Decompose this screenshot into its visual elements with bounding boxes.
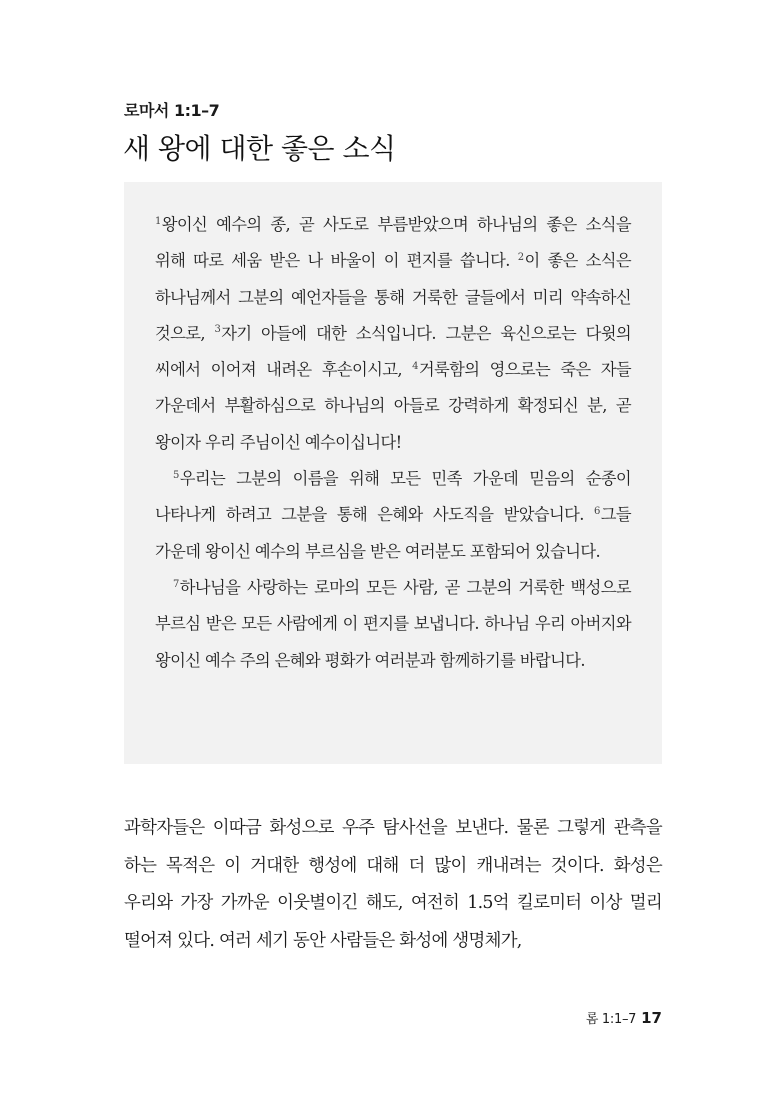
verse-number: 2 bbox=[517, 251, 524, 263]
verse-number: 4 bbox=[412, 360, 418, 372]
verse-text: 하나님을 사랑하는 로마의 모든 사람, 곧 그분의 거룩한 백성으로 부르심 받은 모든 사람에게 이 편지를 보냅니다. 하나님 우리 아버지와 왕이신 예수 주의 은혜와 평화가 여러분과 함께하기를 바랍니다. bbox=[155, 577, 631, 670]
scripture-paragraph-2 bbox=[155, 461, 631, 570]
chapter-title: 새 왕에 대한 좋은 소식 bbox=[123, 132, 396, 165]
passage-reference: 로마서 1:1–7 bbox=[124, 101, 220, 120]
verse-number: 1 bbox=[155, 215, 161, 227]
verse-number: 3 bbox=[214, 324, 221, 336]
scripture-paragraph-1 bbox=[155, 207, 631, 461]
running-head: 롬 1:1–7 bbox=[585, 1012, 637, 1027]
body-paragraph: 과학자들은 이따금 화성으로 우주 탐사선을 보낸다. 물론 그렇게 관측을 하는 목적은 이 거대한 행성에 대해 더 많이 캐내려는 것이다. 화성은 우리와 가장 가까운 이웃별이긴 해도, 여전히 1.5억 킬로미터 이상 멀리 떨어져 있다. 여러 세기 동안 사람들은 화성에 생명체가, bbox=[124, 818, 662, 951]
page-number: 17 bbox=[641, 1009, 662, 1027]
verse-number: 5 bbox=[173, 469, 179, 481]
verse-text: 이 좋은 소식은 하나님께서 그분의 예언자들을 통해 거룩한 글들에서 미리 약속하신 것으로, bbox=[155, 251, 632, 343]
body-text bbox=[124, 810, 662, 960]
verse-number: 7 bbox=[173, 578, 179, 590]
verse-number: 6 bbox=[593, 505, 600, 517]
verse-text: 우리는 그분의 이름을 위해 모든 민족 가운데 믿음의 순종이 나타나게 하려고 그분을 통해 은혜와 사도직을 받았습니다. bbox=[155, 469, 631, 525]
scripture-paragraph-3 bbox=[155, 570, 631, 679]
page-footer bbox=[586, 1008, 662, 1027]
verse-text: 자기 아들에 대한 소식입니다. 그분은 육신으로는 다윗의 씨에서 이어져 내려온 후손이시고, bbox=[155, 323, 631, 380]
verse-text: 왕이신 예수의 종, 곧 사도로 부름받았으며 하나님의 좋은 소식을 위해 따로 세움 받은 나 바울이 이 편지를 씁니다. bbox=[155, 215, 631, 271]
scripture-passage-box bbox=[124, 182, 662, 764]
verse-text: 거룩함의 영으로는 죽은 자들 가운데서 부활하심으로 하나님의 아들로 강력하게 확정되신 분, 곧 왕이자 우리 주님이신 예수이십니다! bbox=[155, 360, 631, 452]
verse-text: 그들 가운데 왕이신 예수의 부르심을 받은 여러분도 포함되어 있습니다. bbox=[155, 505, 631, 561]
